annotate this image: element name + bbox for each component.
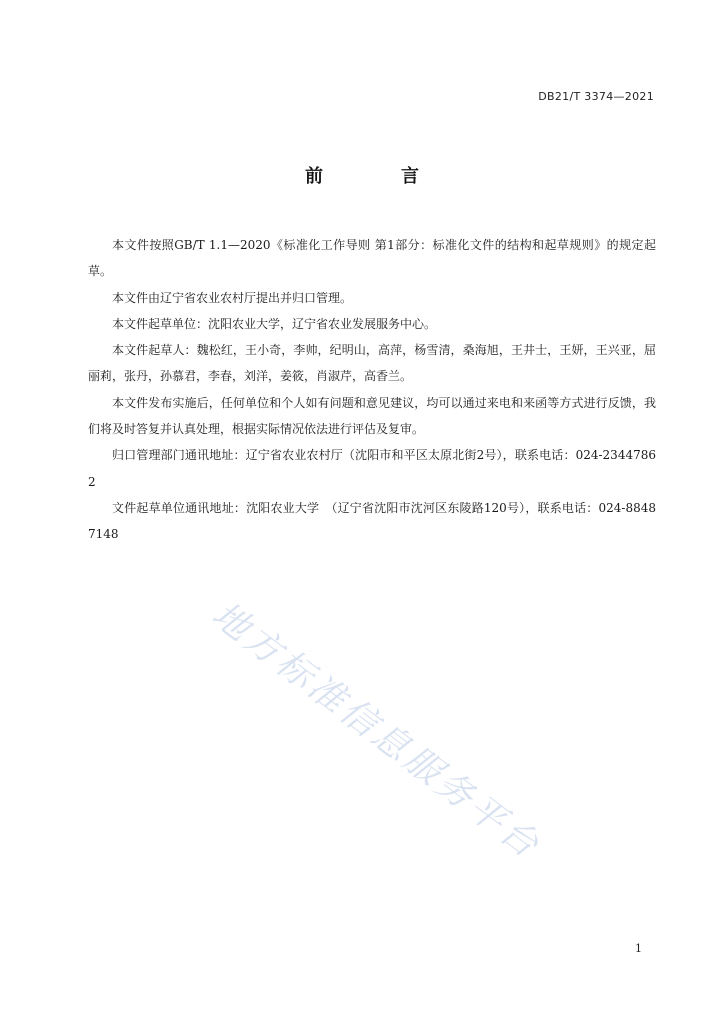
paragraph-drafting-units: 本文件起草单位：沈阳农业大学，辽宁省农业发展服务中心。 bbox=[112, 316, 437, 331]
page-number: 1 bbox=[635, 942, 642, 955]
watermark: 地方标准信息服务平台 bbox=[204, 594, 549, 868]
page-title: 前 言 bbox=[305, 166, 449, 187]
paragraph-drafting-rules: 本文件按照GB/T 1.1—2020《标准化工作导则 第1部分：标准化文件的结构和起草规则》的规定起草。 bbox=[88, 238, 656, 279]
paragraph-proposer: 本文件由辽宁省农业农村厅提出并归口管理。 bbox=[112, 290, 353, 305]
paragraph-drafter-address: 文件起草单位通讯地址：沈阳农业大学 （辽宁省沈阳市沈河区东陵路120号），联系电话：024-88487148 bbox=[88, 500, 656, 542]
foreword-body bbox=[88, 232, 656, 548]
paragraph-admin-address: 归口管理部门通讯地址：辽宁省农业农村厅（沈阳市和平区太原北街2号），联系电话：024-23447862 bbox=[88, 448, 656, 489]
standard-number: DB21/T 3374—2021 bbox=[538, 90, 654, 103]
paragraph-drafters: 本文件起草人：魏松红，王小奇，李帅，纪明山，高萍，杨雪清，桑海旭，王井士，王妍，王兴亚，屈丽莉，张丹，孙慕君，李春，刘洋，姜筱，肖淑芹，高香兰。 bbox=[88, 343, 656, 384]
paragraph-feedback: 本文件发布实施后，任何单位和个人如有问题和意见建议，均可以通过来电和来函等方式进行反馈，我们将及时答复并认真处理，根据实际情况依法进行评估及复审。 bbox=[88, 395, 656, 437]
